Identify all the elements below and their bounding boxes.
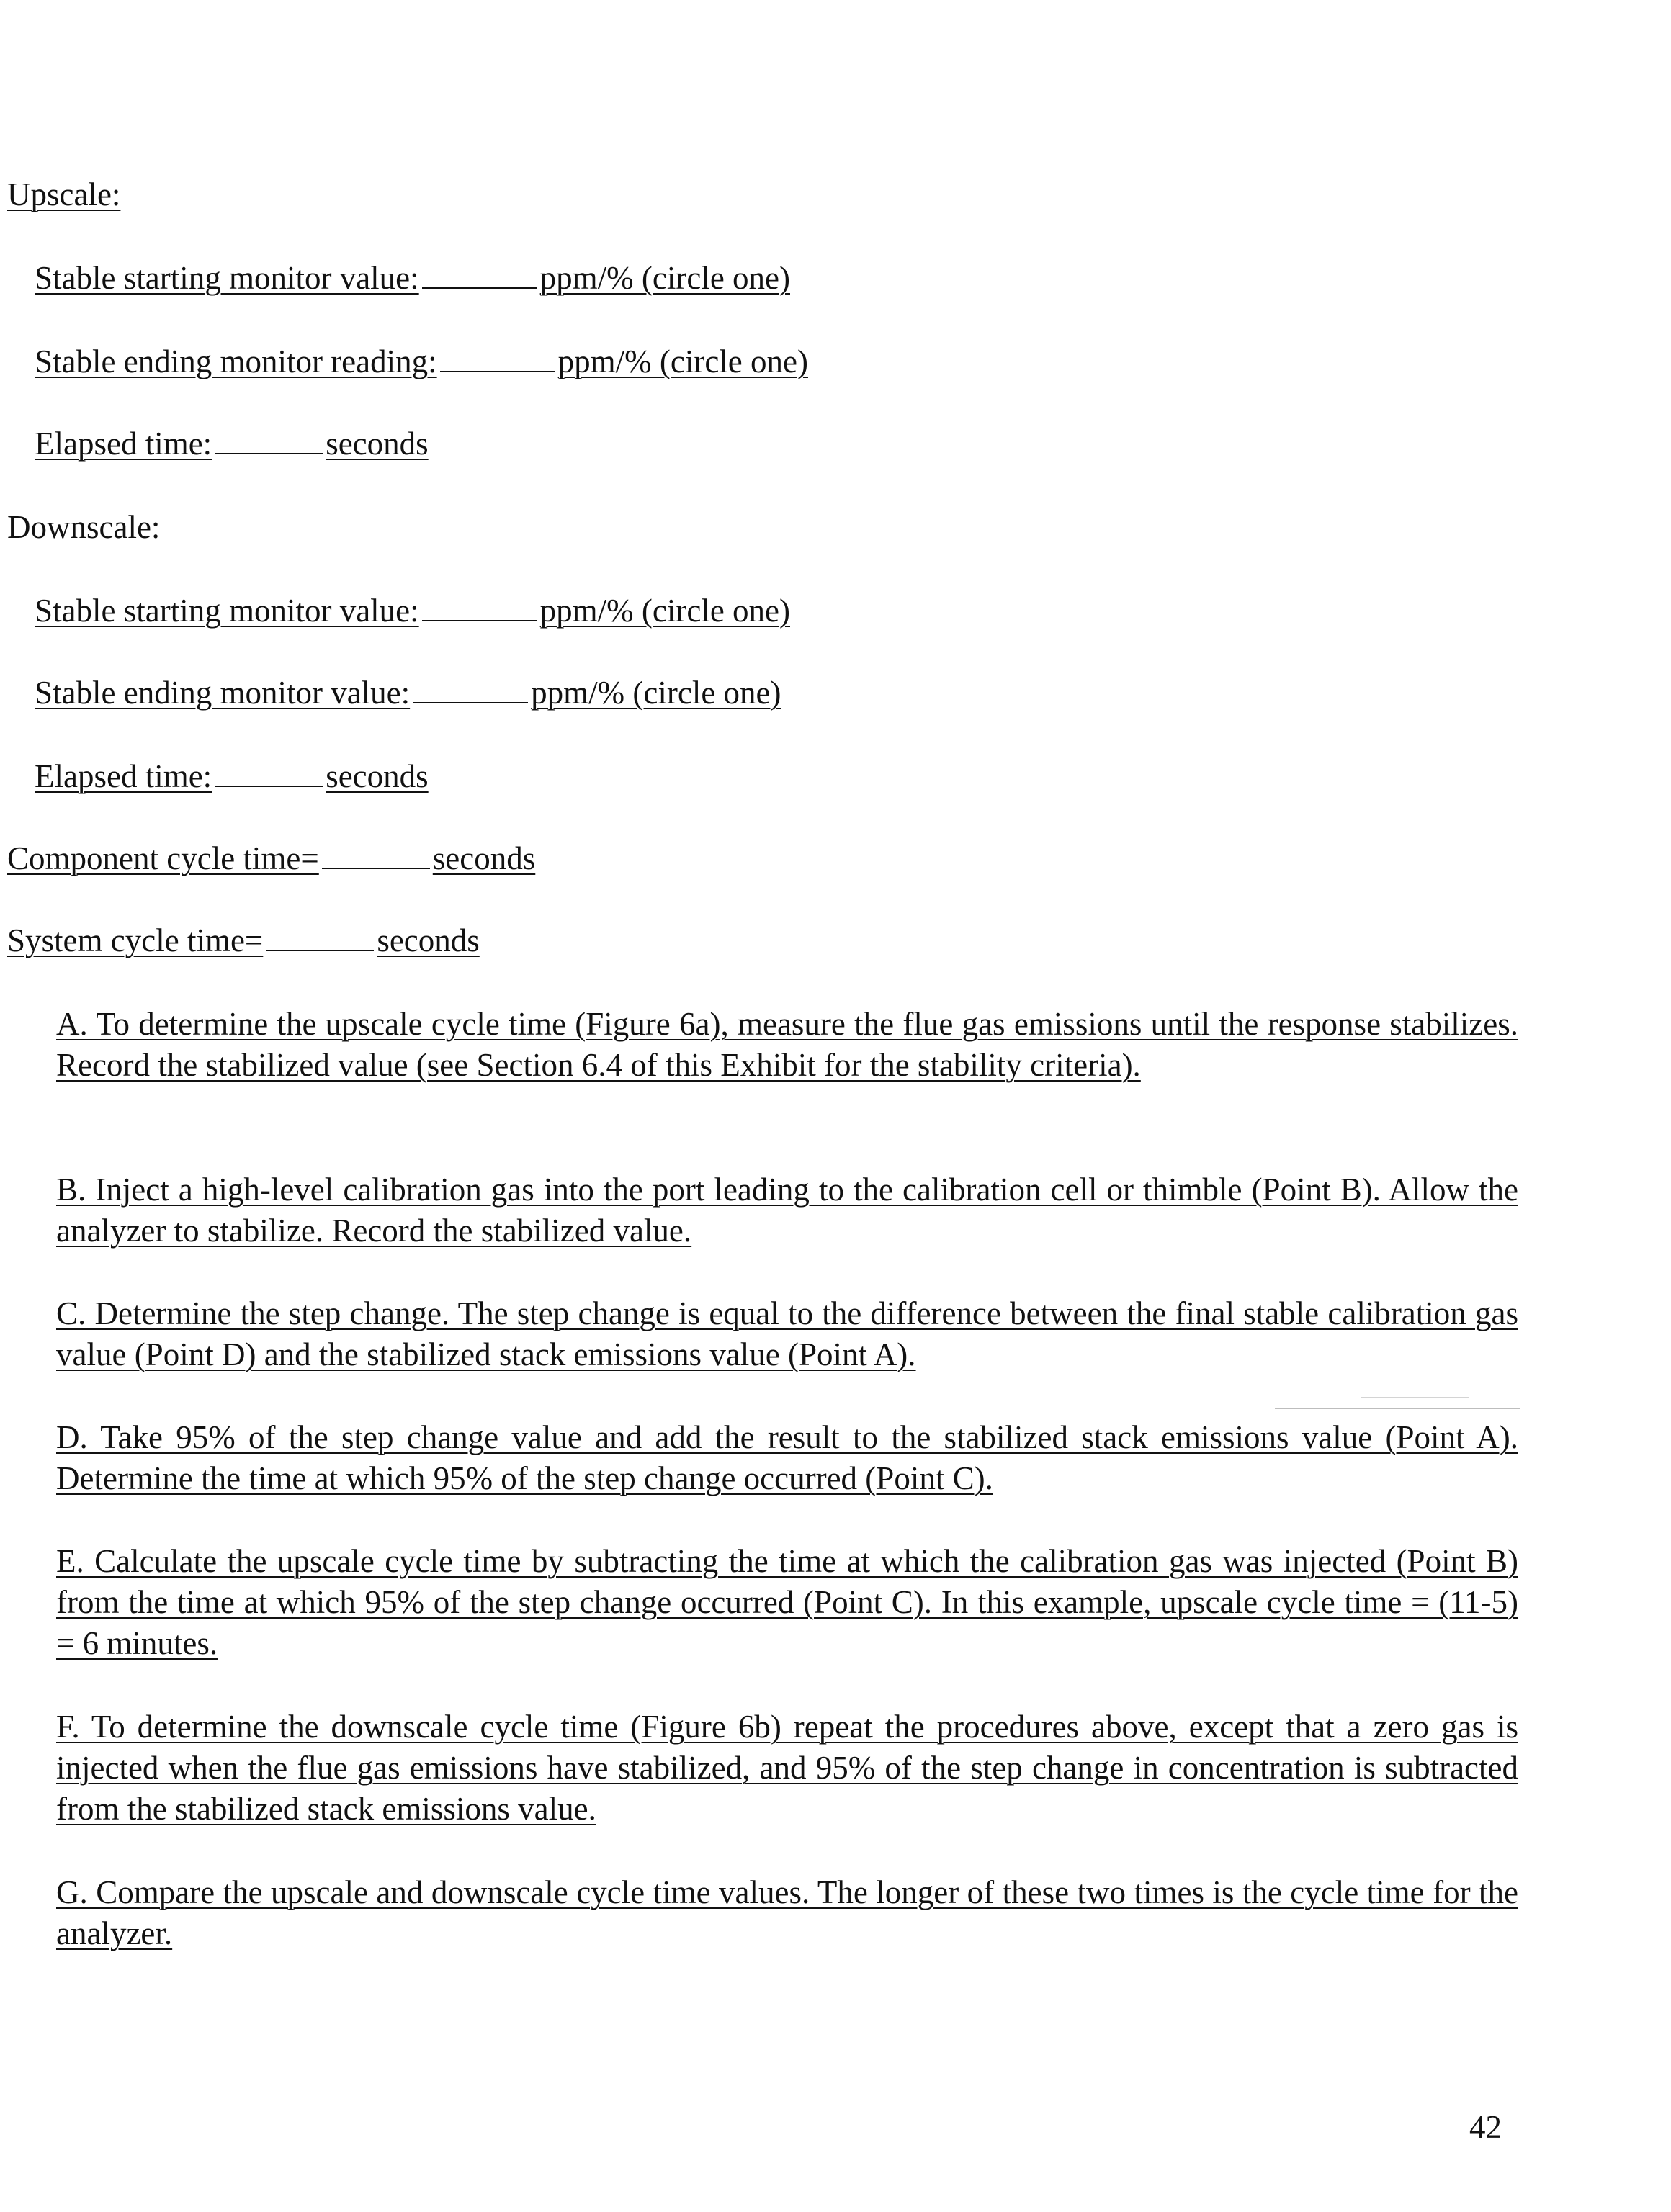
step-e-paragraph: E. Calculate the upscale cycle time by subtracting the time at which the calibration gas was injected (Point B) from the time at which 95% of the step change occurred (Point C). In this example, upscale cycle time = (11-5) = 6 minutes. bbox=[56, 1543, 1518, 1661]
upscale-elapsed-blank[interactable] bbox=[215, 427, 323, 454]
scan-artifact bbox=[1275, 1408, 1520, 1409]
upscale-heading-text: Upscale: bbox=[7, 176, 121, 212]
upscale-elapsed-unit: seconds bbox=[326, 426, 429, 462]
downscale-starting-blank[interactable] bbox=[422, 594, 537, 621]
step-g-paragraph: G. Compare the upscale and downscale cycle time values. The longer of these two times is the cycle time for the analyzer. bbox=[56, 1874, 1518, 1951]
system-cycle-unit: seconds bbox=[377, 922, 480, 958]
page-number: 42 bbox=[1469, 2109, 1502, 2145]
upscale-elapsed-row bbox=[35, 425, 429, 462]
component-cycle-unit: seconds bbox=[432, 840, 536, 876]
upscale-heading bbox=[7, 176, 120, 213]
downscale-heading bbox=[7, 508, 160, 546]
downscale-ending-row bbox=[35, 674, 781, 711]
upscale-ending-unit: ppm/% (circle one) bbox=[557, 343, 808, 379]
system-cycle-label: System cycle time= bbox=[7, 922, 264, 958]
component-cycle-blank[interactable] bbox=[322, 842, 430, 869]
upscale-elapsed-label: Elapsed time: bbox=[35, 426, 212, 462]
upscale-starting-row bbox=[35, 259, 790, 297]
downscale-ending-blank[interactable] bbox=[413, 676, 528, 703]
downscale-ending-label: Stable ending monitor value: bbox=[35, 675, 411, 711]
upscale-starting-unit: ppm/% (circle one) bbox=[539, 260, 790, 296]
component-cycle-label: Component cycle time= bbox=[7, 840, 319, 876]
downscale-starting-unit: ppm/% (circle one) bbox=[539, 593, 790, 629]
system-cycle-blank[interactable] bbox=[266, 924, 374, 951]
step-c-paragraph: C. Determine the step change. The step change is equal to the difference between the final stable calibration gas value (Point D) and the stabilized stack emissions value (Point A). bbox=[56, 1295, 1518, 1372]
upscale-ending-label: Stable ending monitor reading: bbox=[35, 343, 437, 379]
downscale-elapsed-label: Elapsed time: bbox=[35, 758, 212, 794]
component-cycle-row bbox=[7, 840, 535, 877]
step-f-paragraph: F. To determine the downscale cycle time (Figure 6b) repeat the procedures above, except that a zero gas is injected when the flue gas emissions have stabilized, and 95% of the step change in concentration is subtracted from the stabilized stack emissions value. bbox=[56, 1709, 1518, 1827]
step-a-paragraph: A. To determine the upscale cycle time (Figure 6a), measure the flue gas emissions until the response stabilizes. Record the stabilized value (see Section 6.4 of this Exhibit for the stability criteria). bbox=[56, 1006, 1518, 1083]
upscale-starting-blank[interactable] bbox=[422, 261, 537, 289]
scan-artifact bbox=[1361, 1397, 1469, 1398]
downscale-elapsed-row bbox=[35, 757, 429, 795]
downscale-ending-unit: ppm/% (circle one) bbox=[531, 675, 781, 711]
downscale-starting-label: Stable starting monitor value: bbox=[35, 593, 419, 629]
downscale-starting-row bbox=[35, 592, 790, 629]
step-d-paragraph: D. Take 95% of the step change value and add the result to the stabilized stack emissions value (Point A). Determine the time at which 95% of the step change occurred (Point C). bbox=[56, 1419, 1518, 1496]
upscale-ending-blank[interactable] bbox=[440, 345, 555, 372]
downscale-elapsed-unit: seconds bbox=[326, 758, 429, 794]
system-cycle-row bbox=[7, 922, 480, 959]
upscale-starting-label: Stable starting monitor value: bbox=[35, 260, 419, 296]
downscale-heading-text: Downscale: bbox=[7, 509, 161, 545]
step-b-paragraph: B. Inject a high-level calibration gas into the port leading to the calibration cell or thimble (Point B). Allow the analyzer to stabilize. Record the stabilized value. bbox=[56, 1172, 1518, 1249]
downscale-elapsed-blank[interactable] bbox=[215, 760, 323, 787]
upscale-ending-row bbox=[35, 343, 808, 380]
